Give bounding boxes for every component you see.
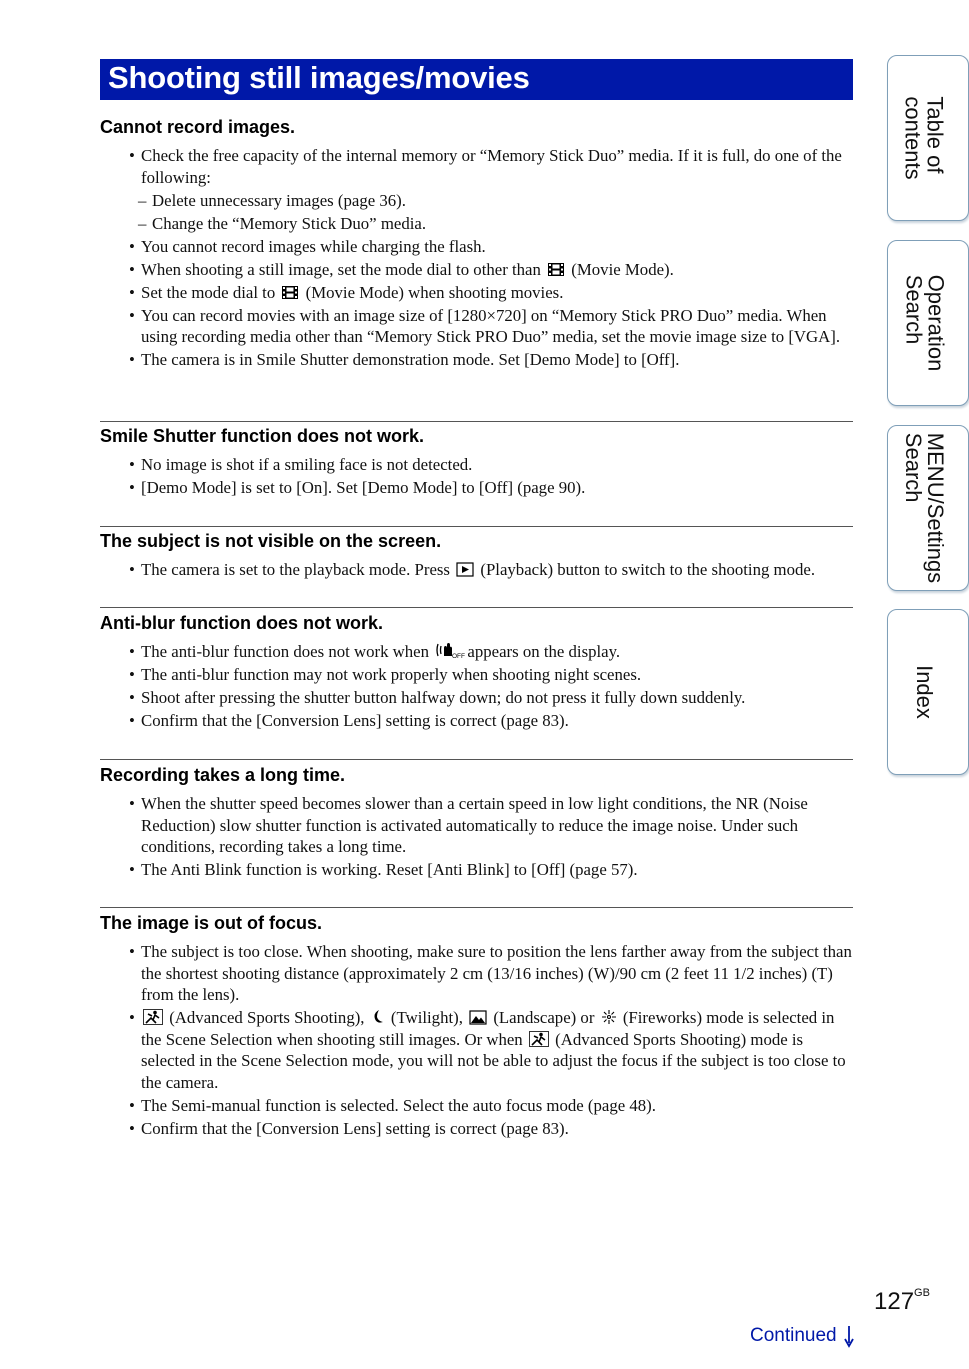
fireworks-icon	[601, 1009, 617, 1025]
list-item: – Delete unnecessary images (page 36).	[138, 190, 406, 210]
playback-icon	[456, 562, 474, 577]
section-heading: Cannot record images.	[100, 117, 296, 137]
list-item: • The subject is too close. When shooting, make sure to position the lens farther away from the subject than the shortest shooting distance (approximately 2 cm (13/16 inches) (W)/90 cm (2 feet 11 1/2 inches) (T) from the lens).	[129, 942, 852, 1004]
section-recording-long-time	[100, 764, 853, 882]
list-item: • Shoot after pressing the shutter button halfway down; do not press it fully down suddenly.	[129, 688, 746, 707]
list-item: • The camera is in Smile Shutter demonstration mode. Set [Demo Mode] to [Off].	[129, 350, 680, 369]
advanced-sports-icon	[143, 1009, 163, 1025]
list-item: • When the shutter speed becomes slower than a certain speed in low light conditions, the NR (Noise Reduction) slow shutter function is activated automatically to reduce the image noise. Under such conditions, recording takes a long time.	[129, 794, 808, 856]
svg-text:OFF: OFF	[452, 653, 466, 660]
section-smile-shutter	[100, 425, 853, 500]
movie-mode-icon	[281, 285, 299, 300]
list-item: • When shooting a still image, set the mode dial to other than (Movie Mode).	[129, 259, 674, 279]
tab-menu-settings-search[interactable]: MENU/Settings Search	[887, 425, 969, 591]
section-divider	[100, 607, 853, 608]
list-item: • The anti-blur function does not work when OFF appears on the display.	[129, 642, 621, 661]
section-heading: The subject is not visible on the screen.	[100, 531, 442, 551]
section-cannot-record	[100, 116, 853, 372]
page-title: Shooting still images/movies	[108, 60, 530, 95]
list-item: • Confirm that the [Conversion Lens] setting is correct (page 83).	[129, 711, 569, 730]
list-item: • The anti-blur function may not work properly when shooting night scenes.	[129, 665, 642, 684]
list-item: • Check the free capacity of the internal memory or “Memory Stick Duo” media. If it is full, do one of the following:	[129, 146, 842, 187]
landscape-icon	[469, 1010, 487, 1025]
page-title-bar	[100, 59, 853, 100]
twilight-icon	[371, 1009, 385, 1025]
section-divider	[100, 759, 853, 760]
tab-table-of-contents[interactable]: Table of contents	[887, 55, 969, 221]
section-out-of-focus	[100, 912, 853, 1141]
section-heading: Recording takes a long time.	[100, 765, 346, 785]
list-item: – Change the “Memory Stick Duo” media.	[138, 213, 427, 233]
list-item: • The Semi-manual function is selected. Select the auto focus mode (page 48).	[129, 1095, 656, 1115]
list-item: • Confirm that the [Conversion Lens] setting is correct (page 83).	[129, 1118, 569, 1138]
section-divider	[100, 526, 853, 527]
list-item: • The Anti Blink function is working. Reset [Anti Blink] to [Off] (page 57).	[129, 860, 638, 879]
tab-index[interactable]: Index	[887, 609, 969, 775]
section-divider	[100, 421, 853, 422]
list-item: • Set the mode dial to (Movie Mode) when shooting movies.	[129, 282, 564, 302]
anti-blur-off-icon	[435, 641, 466, 660]
list-item: • You cannot record images while charging the flash.	[129, 236, 486, 256]
list-item: • [Demo Mode] is set to [On]. Set [Demo Mode] to [Off] (page 90).	[129, 478, 586, 497]
section-divider	[100, 907, 853, 908]
advanced-sports-icon	[529, 1031, 549, 1047]
list-item: • You can record movies with an image size of [1280×720] on “Memory Stick PRO Duo” media. When using recording media other than “Memory Stick PRO Duo” media, set the movie image size to [VGA].	[129, 305, 841, 346]
section-anti-blur	[100, 612, 853, 733]
down-arrow-icon	[844, 1325, 854, 1347]
continued-link[interactable]: Continued	[750, 1325, 856, 1347]
section-heading: The image is out of focus.	[100, 913, 323, 933]
list-item: • (Advanced Sports Shooting), (Twilight), (Landscape) or (Fireworks) mode is selected in the Scene Selection when shooting still images. Or when (Advanced Sports Shooting) mode is selected in the Scene Selection mode, you will not be able to adjust the focus if the subject is too close to the camera.	[129, 1008, 846, 1092]
section-subject-not-visible	[100, 530, 853, 582]
list-item: • No image is shot if a smiling face is not detected.	[129, 455, 473, 474]
tab-operation-search[interactable]: Operation Search	[887, 240, 969, 406]
section-heading: Smile Shutter function does not work.	[100, 426, 425, 446]
page-number: $127^{GB}$	[874, 1287, 930, 1315]
list-item: • The camera is set to the playback mode. Press (Playback) button to switch to the shooting mode.	[129, 560, 816, 579]
movie-mode-icon	[547, 262, 565, 277]
section-heading: Anti-blur function does not work.	[100, 613, 383, 633]
